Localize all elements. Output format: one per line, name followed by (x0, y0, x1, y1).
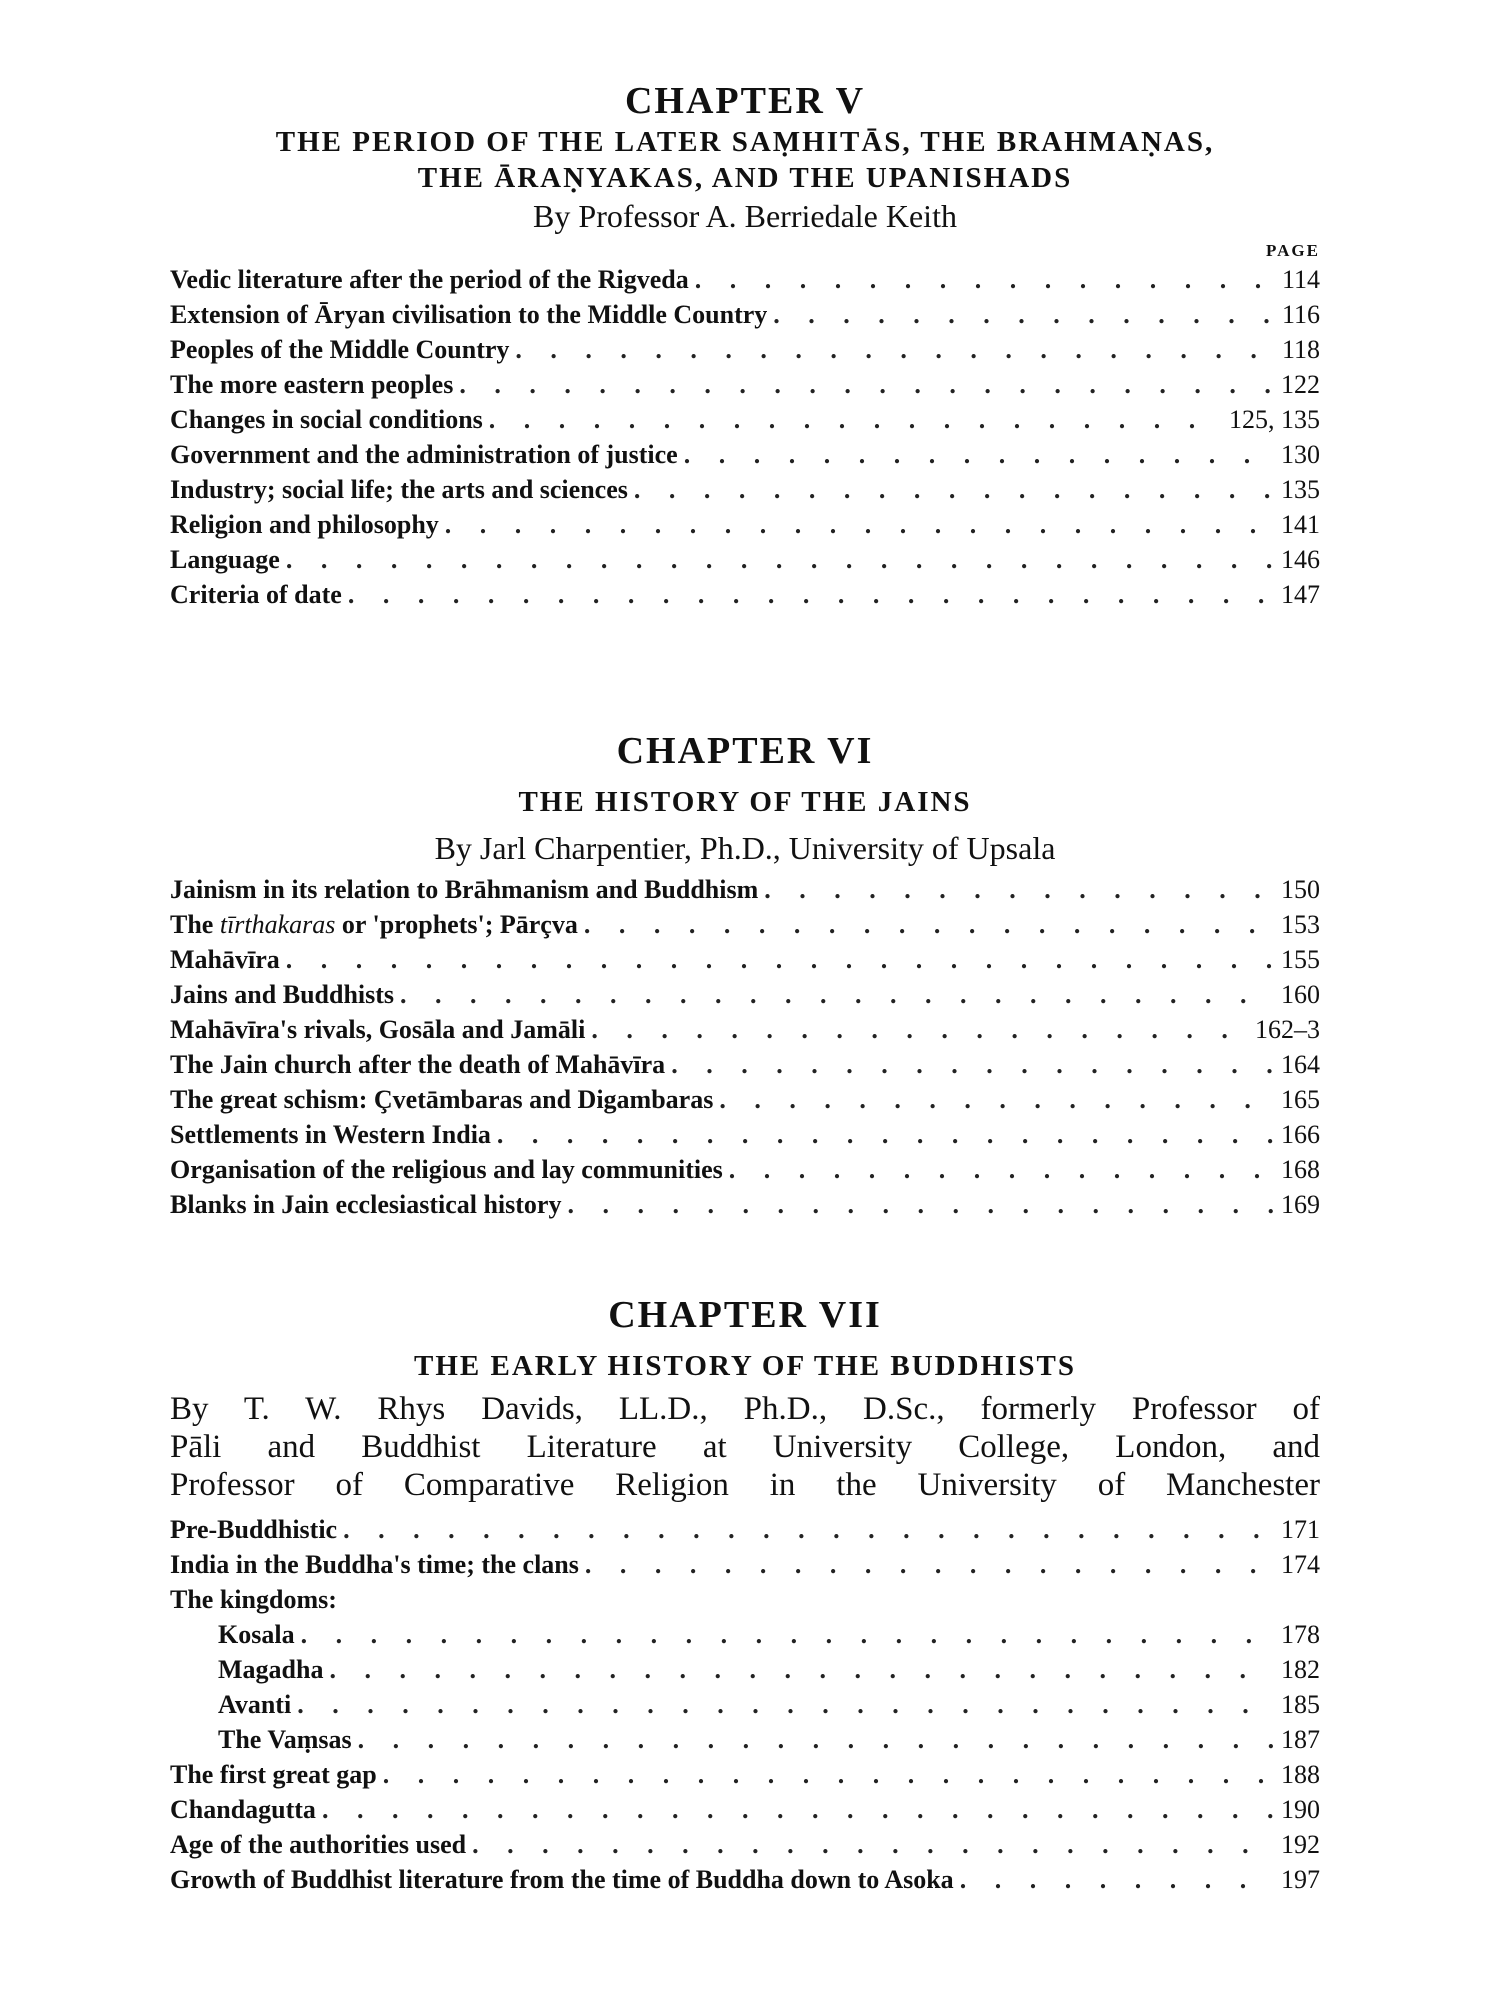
entry-page: 118 (1281, 335, 1320, 364)
entry-page: 171 (1281, 1515, 1320, 1544)
leader-dots (383, 1757, 1274, 1792)
entry-page: 190 (1281, 1795, 1320, 1824)
leader-dots (286, 542, 1274, 577)
entry-label: The more eastern peoples (170, 370, 454, 399)
leader-dots (773, 297, 1274, 332)
entry-page: 187 (1281, 1725, 1320, 1754)
entry-page: 182 (1281, 1655, 1320, 1684)
entry-page: 116 (1281, 300, 1320, 329)
leader-dots (684, 437, 1274, 472)
contents-entry (170, 402, 1320, 437)
leader-dots (297, 1687, 1274, 1722)
entry-page: 192 (1281, 1830, 1320, 1859)
chapter-title: THE EARLY HISTORY OF THE BUDDHISTS (414, 1350, 1076, 1382)
entry-label: India in the Buddha's time; the clans (170, 1550, 579, 1579)
chapter-number: CHAPTER VII (608, 1294, 882, 1336)
entry-label: Mahāvīra's rivals, Gosāla and Jamāli (170, 1015, 586, 1044)
entry-page: 166 (1281, 1120, 1320, 1149)
entry-label: The kingdoms: (170, 1585, 337, 1614)
entry-page: 164 (1281, 1050, 1320, 1079)
leader-dots (671, 1047, 1274, 1082)
contents-entry (170, 1652, 1320, 1687)
entry-page: 153 (1281, 910, 1320, 939)
entry-label: Vedic literature after the period of the Rigveda (170, 265, 689, 294)
contents-entry (170, 907, 1320, 942)
entry-label: Criteria of date (170, 580, 342, 609)
entry-label: Settlements in Western India (170, 1120, 491, 1149)
entry-page: 125, 135 (1229, 405, 1320, 434)
contents-entry (170, 262, 1320, 297)
entry-label: Kosala (218, 1620, 295, 1649)
contents-entry (170, 472, 1320, 507)
leader-dots (584, 907, 1274, 942)
chapter-7 (170, 1292, 1320, 1897)
entry-page: 169 (1281, 1190, 1320, 1219)
entry-page: 135 (1281, 475, 1320, 504)
contents-entry (170, 942, 1320, 977)
contents-entry (170, 437, 1320, 472)
entry-label: Government and the administration of justice (170, 440, 678, 469)
leader-dots (764, 872, 1274, 907)
chapter-number: CHAPTER VI (616, 730, 874, 772)
entry-label: Industry; social life; the arts and sciences (170, 475, 628, 504)
leader-dots (585, 1547, 1274, 1582)
entry-page: 162–3 (1255, 1015, 1320, 1044)
leader-dots (329, 1652, 1274, 1687)
entry-page: 147 (1281, 580, 1320, 609)
contents-entry (170, 1687, 1320, 1722)
chapter-author: By Jarl Charpentier, Ph.D., University of Upsala (434, 830, 1056, 866)
contents-entry (170, 1792, 1320, 1827)
entry-label: Chandagutta (170, 1795, 316, 1824)
entry-page: 168 (1281, 1155, 1320, 1184)
entry-label: Changes in social conditions (170, 405, 483, 434)
contents-entry (170, 577, 1320, 612)
leader-dots (400, 977, 1274, 1012)
chapter-author-line-3: Professor of Comparative Religion in the University of Manchester (170, 1467, 1320, 1503)
contents-entry (170, 1512, 1320, 1547)
contents-entry (170, 1082, 1320, 1117)
leader-dots (695, 262, 1274, 297)
leader-dots (348, 577, 1274, 612)
contents-entry (170, 872, 1320, 907)
chapter-title-line-2: THE ĀRAṆYAKAS, AND THE UPANISHADS (417, 162, 1073, 194)
leader-dots (459, 367, 1274, 402)
entry-page: 185 (1281, 1690, 1320, 1719)
entry-label: The Vaṃsas (218, 1725, 352, 1754)
contents-entry (170, 1187, 1320, 1222)
entry-label: Age of the authorities used (170, 1830, 467, 1859)
chapter-5 (170, 78, 1320, 668)
contents-list (170, 1512, 1320, 1897)
entry-page: 122 (1281, 370, 1320, 399)
leader-dots (591, 1012, 1249, 1047)
contents-entry (170, 1617, 1320, 1652)
contents-entry (170, 1722, 1320, 1757)
contents-entry (170, 1547, 1320, 1582)
entry-page: 130 (1281, 440, 1320, 469)
leader-dots (472, 1827, 1274, 1862)
contents-entry (170, 1047, 1320, 1082)
leader-dots (515, 332, 1274, 367)
chapter-number: CHAPTER V (624, 80, 866, 122)
entry-page: 174 (1281, 1550, 1320, 1579)
entry-label (170, 907, 578, 942)
contents-entry (170, 1757, 1320, 1792)
leader-dots (960, 1862, 1274, 1897)
entry-page: 150 (1281, 875, 1320, 904)
contents-entry (170, 332, 1320, 367)
entry-label-italic: tīrthakaras (219, 910, 336, 939)
contents-list (170, 872, 1320, 1222)
leader-dots (567, 1187, 1274, 1222)
chapter-author: By Professor A. Berriedale Keith (533, 198, 957, 234)
page-column-header: PAGE (1266, 241, 1320, 260)
entry-page: 141 (1281, 510, 1320, 539)
leader-dots (719, 1082, 1274, 1117)
chapter-author-line-2: Pāli and Buddhist Literature at University College, London, and (170, 1429, 1320, 1465)
contents-entry (170, 1152, 1320, 1187)
leader-dots (286, 942, 1274, 977)
entry-label: The first great gap (170, 1760, 377, 1789)
entry-label: Organisation of the religious and lay communities (170, 1155, 723, 1184)
entry-label: The great schism: Çvetāmbaras and Digambaras (170, 1085, 714, 1114)
entry-page: 155 (1281, 945, 1320, 974)
chapter-author-line-1: By T. W. Rhys Davids, LL.D., Ph.D., D.Sc., formerly Professor of (170, 1391, 1320, 1427)
leader-dots (729, 1152, 1274, 1187)
toc-page (170, 78, 1320, 1897)
contents-list (170, 262, 1320, 612)
entry-label: Mahāvīra (170, 945, 280, 974)
entry-label: Pre-Buddhistic (170, 1515, 338, 1544)
contents-entry (170, 1117, 1320, 1152)
leader-dots (358, 1722, 1274, 1757)
contents-entry (170, 1827, 1320, 1862)
contents-entry (170, 1862, 1320, 1897)
entry-label: Peoples of the Middle Country (170, 335, 510, 364)
entry-label: Blanks in Jain ecclesiastical history (170, 1190, 562, 1219)
leader-dots (489, 402, 1223, 437)
contents-entry (170, 507, 1320, 542)
entry-page: 160 (1281, 980, 1320, 1009)
contents-entry (170, 297, 1320, 332)
entry-label: The Jain church after the death of Mahāvīra (170, 1050, 666, 1079)
contents-entry (170, 542, 1320, 577)
contents-entry (170, 367, 1320, 402)
entry-page: 114 (1281, 265, 1320, 294)
chapter-6 (170, 728, 1320, 1222)
entry-label-part: or 'prophets'; Pārçva (335, 910, 578, 939)
entry-page: 146 (1281, 545, 1320, 574)
entry-page: 188 (1281, 1760, 1320, 1789)
leader-dots (343, 1512, 1274, 1547)
entry-label-part: The (170, 910, 220, 939)
entry-label: Language (170, 545, 280, 574)
entry-label: Avanti (218, 1690, 292, 1719)
entry-label: Jains and Buddhists (170, 980, 395, 1009)
entry-page: 178 (1281, 1620, 1320, 1649)
leader-dots (301, 1617, 1274, 1652)
entry-page: 165 (1281, 1085, 1320, 1114)
entry-label: Growth of Buddhist literature from the time of Buddha down to Asoka (170, 1865, 954, 1894)
entry-label: Jainism in its relation to Brāhmanism and Buddhism (170, 875, 759, 904)
leader-dots (497, 1117, 1274, 1152)
leader-dots (322, 1792, 1274, 1827)
leader-dots (445, 507, 1274, 542)
contents-entry-heading (170, 1582, 1320, 1617)
leader-dots (634, 472, 1274, 507)
contents-entry (170, 977, 1320, 1012)
entry-label: Magadha (218, 1655, 324, 1684)
chapter-title-line-1: THE PERIOD OF THE LATER SAṂHITĀS, THE BRAHMAṆAS, (275, 126, 1215, 158)
entry-label: Religion and philosophy (170, 510, 439, 539)
entry-label: Extension of Āryan civilisation to the Middle Country (170, 300, 768, 329)
entry-page: 197 (1281, 1865, 1320, 1894)
chapter-title: THE HISTORY OF THE JAINS (518, 786, 972, 818)
contents-entry (170, 1012, 1320, 1047)
